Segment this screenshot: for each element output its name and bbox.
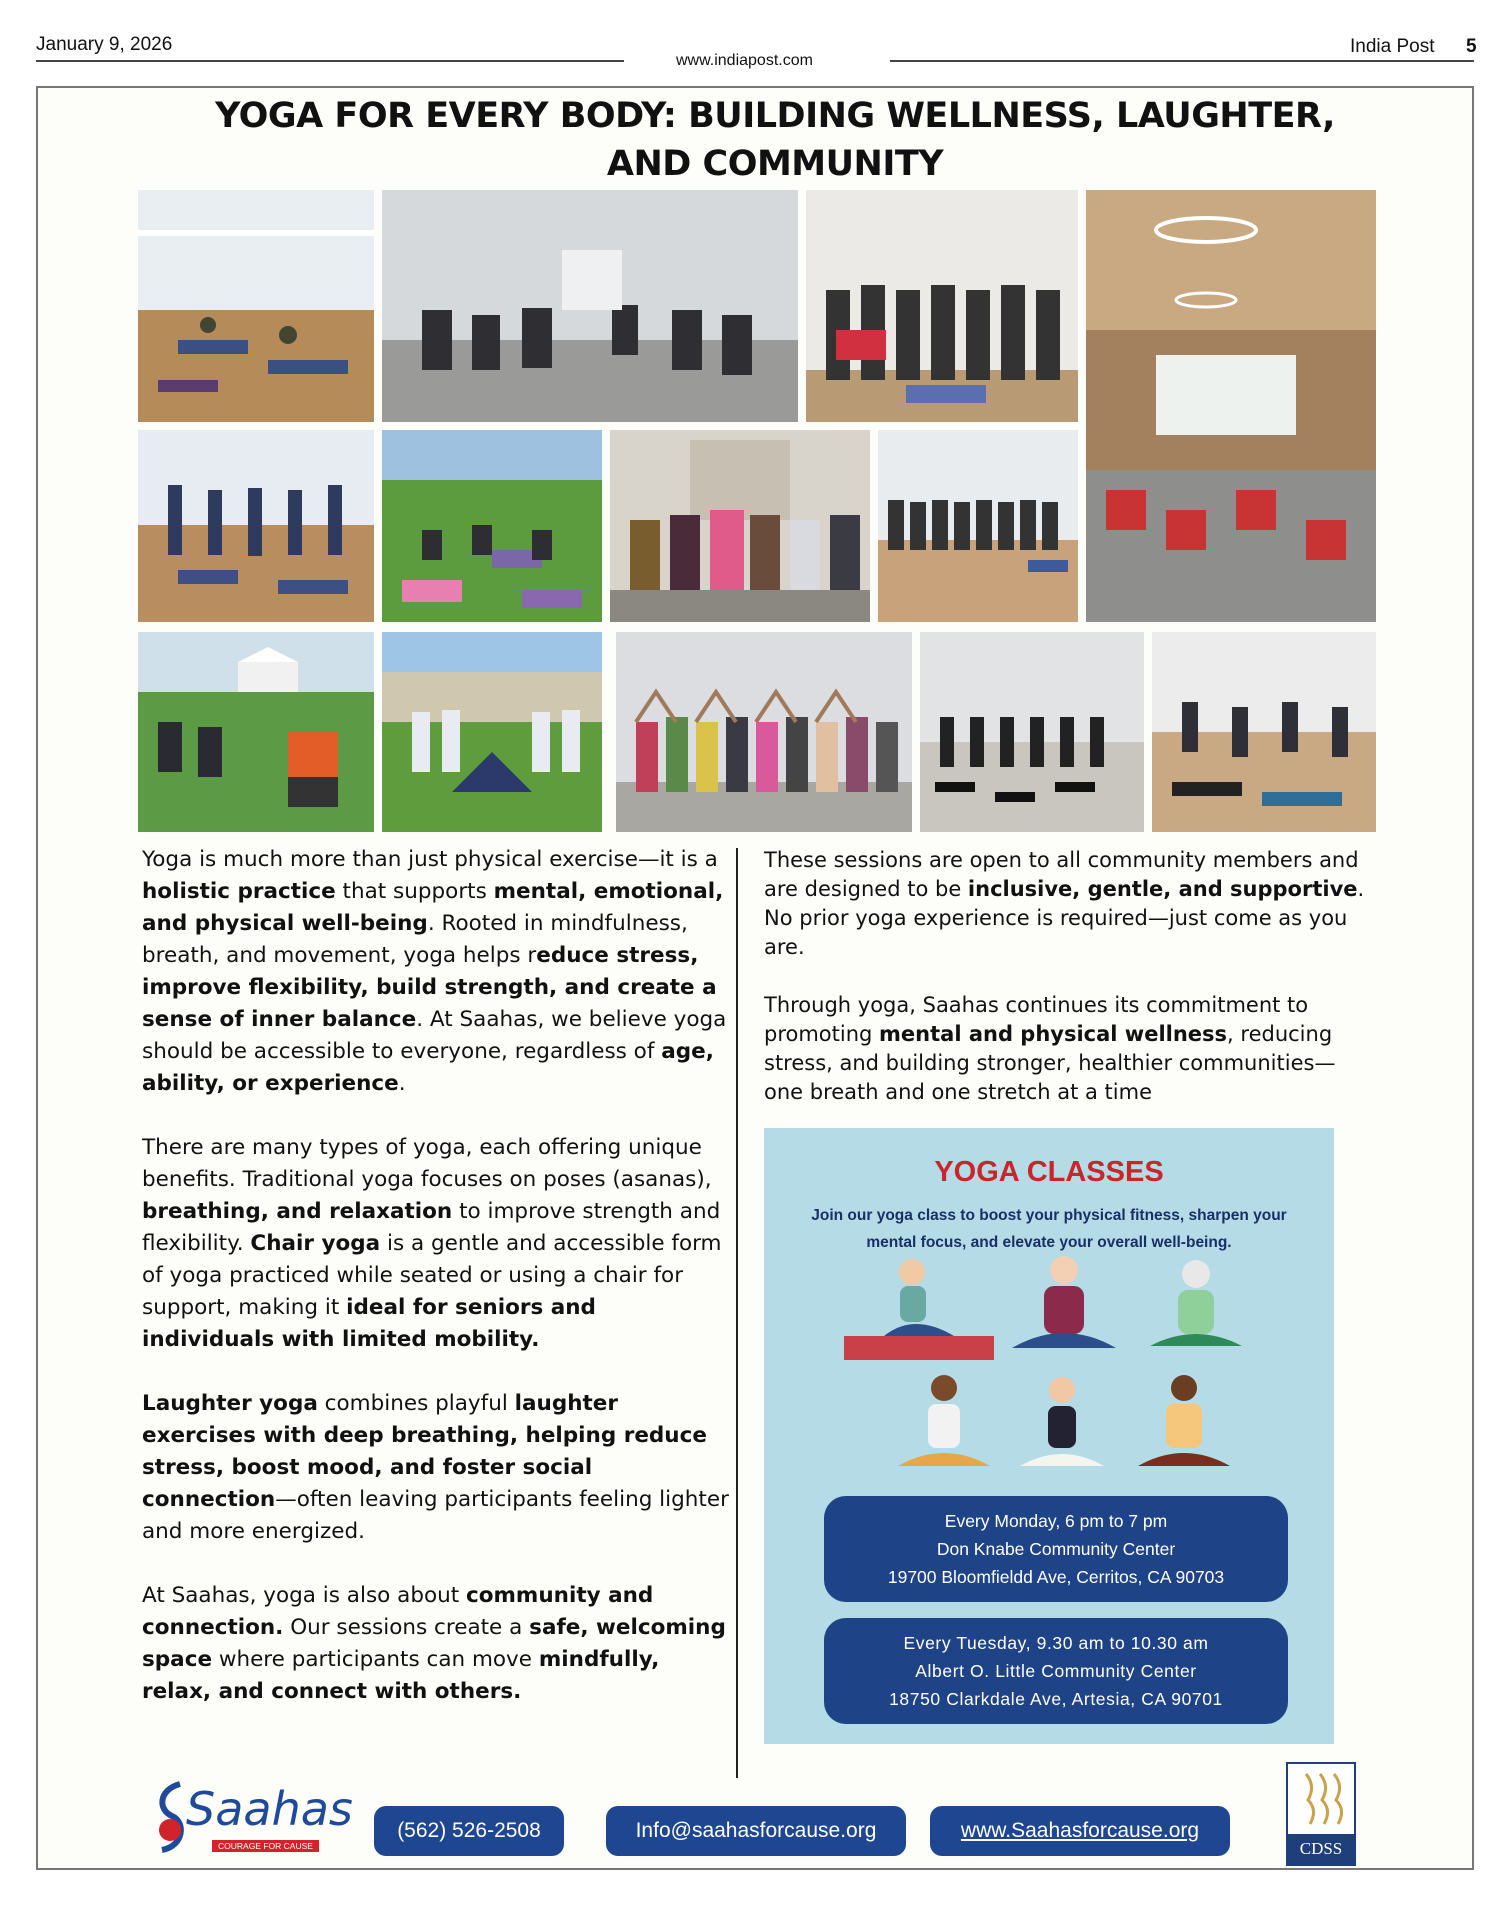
schedule-tuesday-venue: Albert O. Little Community Center xyxy=(915,1661,1197,1681)
photo-outdoor-chairs xyxy=(138,632,374,832)
paragraph-4: At Saahas, yoga is also about community and connection. Our sessions create a safe, welcoming space where participants can move mindfully, relax, and connect with others. xyxy=(142,1583,726,1704)
yoga-figure-woman-center xyxy=(1020,1377,1104,1466)
photo-seminar-hall xyxy=(1086,190,1376,622)
header-rule-right xyxy=(890,60,1474,62)
poster-subtitle: Join our yoga class to boost your physical fitness, sharpen your mental focus, and elevate your overall well-being. xyxy=(811,1207,1287,1251)
schedule-monday-time: Every Monday, 6 pm to 7 pm xyxy=(944,1511,1168,1531)
website-link[interactable]: www.Saahasforcause.org xyxy=(930,1806,1230,1856)
schedule-tuesday xyxy=(824,1618,1288,1724)
schedule-monday-address: 19700 Bloomfieldd Ave, Cerritos, CA 90703 xyxy=(887,1567,1225,1587)
schedule-monday-venue: Don Knabe Community Center xyxy=(936,1539,1176,1559)
photo-studio-mats xyxy=(138,190,374,422)
yoga-figure-twist xyxy=(844,1259,994,1360)
article-column-right xyxy=(764,846,1374,1139)
publication-name: India Post xyxy=(1350,36,1435,57)
photo-warrior-pose xyxy=(382,632,602,832)
yoga-figure-senior-man xyxy=(1012,1256,1116,1348)
schedule-monday xyxy=(824,1496,1288,1602)
headline-line-1: YOGA FOR EVERY BODY: BUILDING WELLNESS, LAUGHTER, xyxy=(215,96,1335,136)
page-number: 5 xyxy=(1466,36,1477,57)
photo-park-mats xyxy=(382,430,602,622)
photo-stretch-class xyxy=(1152,632,1376,832)
email-button[interactable]: Info@saahasforcause.org xyxy=(606,1806,906,1856)
header-rule-left xyxy=(36,60,624,62)
paragraph-2: There are many types of yoga, each offering unique benefits. Traditional yoga focuses on poses (asanas), breathing, and relaxation to improve strength and flexibility. Chair yoga is a gentle and accessible form of yoga practiced while seated or using a chair for support, making it ideal for seniors and individuals with limited mobility. xyxy=(142,1135,722,1352)
headline xyxy=(150,92,1400,188)
paragraph-5: These sessions are open to all community members and are designed to be inclusive, gentle, and supportive. No prior yoga experience is required—just come as you are. xyxy=(764,848,1365,959)
schedule-tuesday-time: Every Tuesday, 9.30 am to 10.30 am xyxy=(903,1633,1209,1653)
cdss-logo-text: CDSS xyxy=(1288,1834,1354,1864)
poster-title: YOGA CLASSES xyxy=(934,1156,1164,1188)
column-divider xyxy=(736,848,738,1778)
photo-group-floor xyxy=(878,430,1078,622)
saahas-logo-tagline: COURAGE FOR CAUSE xyxy=(212,1840,319,1852)
yoga-figure-senior-woman xyxy=(1150,1260,1242,1346)
photo-hall-class xyxy=(920,632,1144,832)
paragraph-3: Laughter yoga combines playful laughter exercises with deep breathing, helping reduce stress, boost mood, and foster social connection—often leaving participants feeling lighter and more energized. xyxy=(142,1391,729,1544)
saahas-logo xyxy=(150,1776,353,1866)
yoga-figure-woman-left xyxy=(898,1375,990,1466)
headline-line-2: AND COMMUNITY xyxy=(606,144,944,184)
article-column-left xyxy=(142,844,732,1740)
issue-date: January 9, 2026 xyxy=(36,34,173,55)
photo-standing-class xyxy=(138,430,374,622)
cdss-faces-icon xyxy=(1288,1766,1354,1832)
photo-seated-women xyxy=(610,430,870,622)
yoga-figures-illustration xyxy=(844,1252,1264,1492)
paragraph-1: Yoga is much more than just physical exercise—it is a holistic practice that supports mental, emotional, and physical well-being. Rooted in mindfulness, breath, and movement, yoga helps reduce stress, improve flexibility, build strength, and create a sense of inner balance. At Saahas, we believe yoga should be accessible to everyone, regardless of age, ability, or experience. xyxy=(142,847,727,1096)
yoga-figure-man-right xyxy=(1138,1375,1230,1466)
saahas-logo-text: Saahas xyxy=(186,1782,353,1836)
saahas-logo-mark-icon xyxy=(150,1780,190,1854)
paragraph-6: Through yoga, Saahas continues its commitment to promoting mental and physical wellness, reducing stress, and building stronger, healthier communities—one breath and one stretch at a time xyxy=(764,993,1336,1104)
photo-chair-circle xyxy=(382,190,798,422)
photo-group-standing xyxy=(806,190,1078,422)
cdss-logo xyxy=(1286,1762,1356,1866)
phone-button[interactable]: (562) 526-2508 xyxy=(374,1806,564,1856)
schedule-tuesday-address: 18750 Clarkdale Ave, Artesia, CA 90701 xyxy=(889,1689,1223,1709)
photo-hands-raised xyxy=(616,632,912,832)
header-url[interactable]: www.indiapost.com xyxy=(676,52,813,69)
yoga-classes-poster xyxy=(764,1128,1334,1744)
